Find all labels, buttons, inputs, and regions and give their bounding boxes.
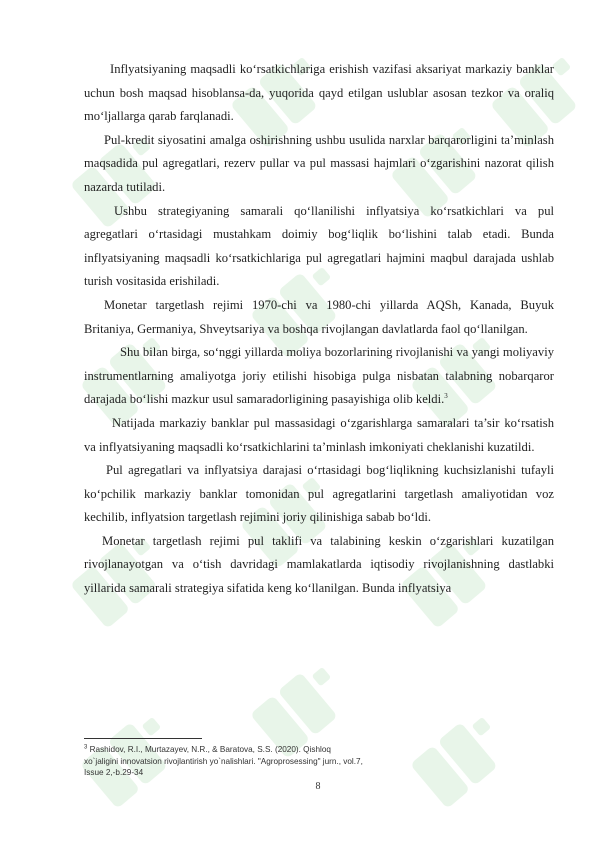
paragraph-5: Shu bilan birga, so‘nggi yillarda moliya bozorlarining rivojlanishi va yangi moliyaviy instrumentlarning amaliyotga joriy etilishi hisobiga pulga nisbatan talabning nobarqaror darajada bo‘lishi mazkur usul samaradorligining pasayishiga olib keldi.$^3$	[84, 345, 554, 407]
paragraph-8: Monetar targetlash rejimi pul taklifi va talabining keskin o‘zgarishlari kuzatilgan rivojlanayotgan va o‘tish davridagi mamlakatlarda iqtisodiy rivojlanishning dastlabki yillarida samarali strategiya sifatida keng ko‘llanilgan. Bunda inflyatsiya	[84, 533, 554, 596]
footnote-line-1: $^3$ Rashidov, R.I., Murtazayev, N.R., & Baratova, S.S. (2020). Qishloq	[84, 744, 331, 754]
footnote	[84, 744, 464, 779]
footnote-divider	[84, 738, 202, 739]
page-number: 8	[315, 781, 321, 792]
footnote-marker: 3	[84, 744, 88, 751]
paragraph-3: Ushbu strategiyaning samarali qo‘llanilishi inflyatsiya ko‘rsatkichlari va pul agregatlari o‘rtasidagi mustahkam doimiy bog‘liqlik bo‘lishini talab etadi. Bunda inflyatsiyaning maqsadli ko‘rsatkichlariga pul agregatlari hajmini maqbul darajada ushlab turish vositasida erishiladi.	[84, 203, 554, 289]
footnote-ref[interactable]: 3	[444, 392, 448, 401]
paragraph-7: Pul agregatlari va inflyatsiya darajasi o‘rtasidagi bog‘liqlikning kuchsizlanishi tufayli ko‘pchilik markaziy banklar tomonidan pul agregatlarini targetlash amaliyotidan voz kechilib, inflyatsion targetlash rejimini joriy qilinishiga sabab bo‘ldi.	[84, 463, 554, 525]
document-body	[84, 58, 554, 601]
paragraph-2: Pul-kredit siyosatini amalga oshirishning ushbu usulida narxlar barqarorligini ta’minlash maqsadida pul agregatlari, rezerv pullar va pul massasi hajmlari o‘zgarishini nazorat qilish nazarda tutiladi.	[84, 132, 554, 194]
paragraph-1: Inflyatsiyaning maqsadli ko‘rsatkichlariga erishish vazifasi aksariyat markaziy banklar uchun bosh maqsad hisoblansa-da, yuqorida qayd etilgan uslublar asosan tezkor va oraliq mo‘ljallarga qarab farqlanadi.	[84, 62, 554, 124]
paragraph-4: Monetar targetlash rejimi 1970-chi va 1980-chi yillarda AQSh, Kanada, Buyuk Britaniya, Germaniya, Shveytsariya va boshqa rivojlangan davlatlarda faol qo‘llanilgan.	[84, 297, 554, 336]
paragraph-6: Natijada markaziy banklar pul massasidagi o‘zgarishlarga samaralari ta’sir ko‘rsatish va inflyatsiyaning maqsadli ko‘rsatkichlarini ta’minlash imkoniyati cheklanishi kuzatildi.	[84, 415, 554, 454]
footnote-line-2: xo`jaligini innovatsion rivojlantirish yo`nalishlari. "Agroprosessing" jurn., vol.7,	[84, 756, 363, 766]
footnote-line-3: Issue 2,-b.29-34	[84, 768, 144, 777]
